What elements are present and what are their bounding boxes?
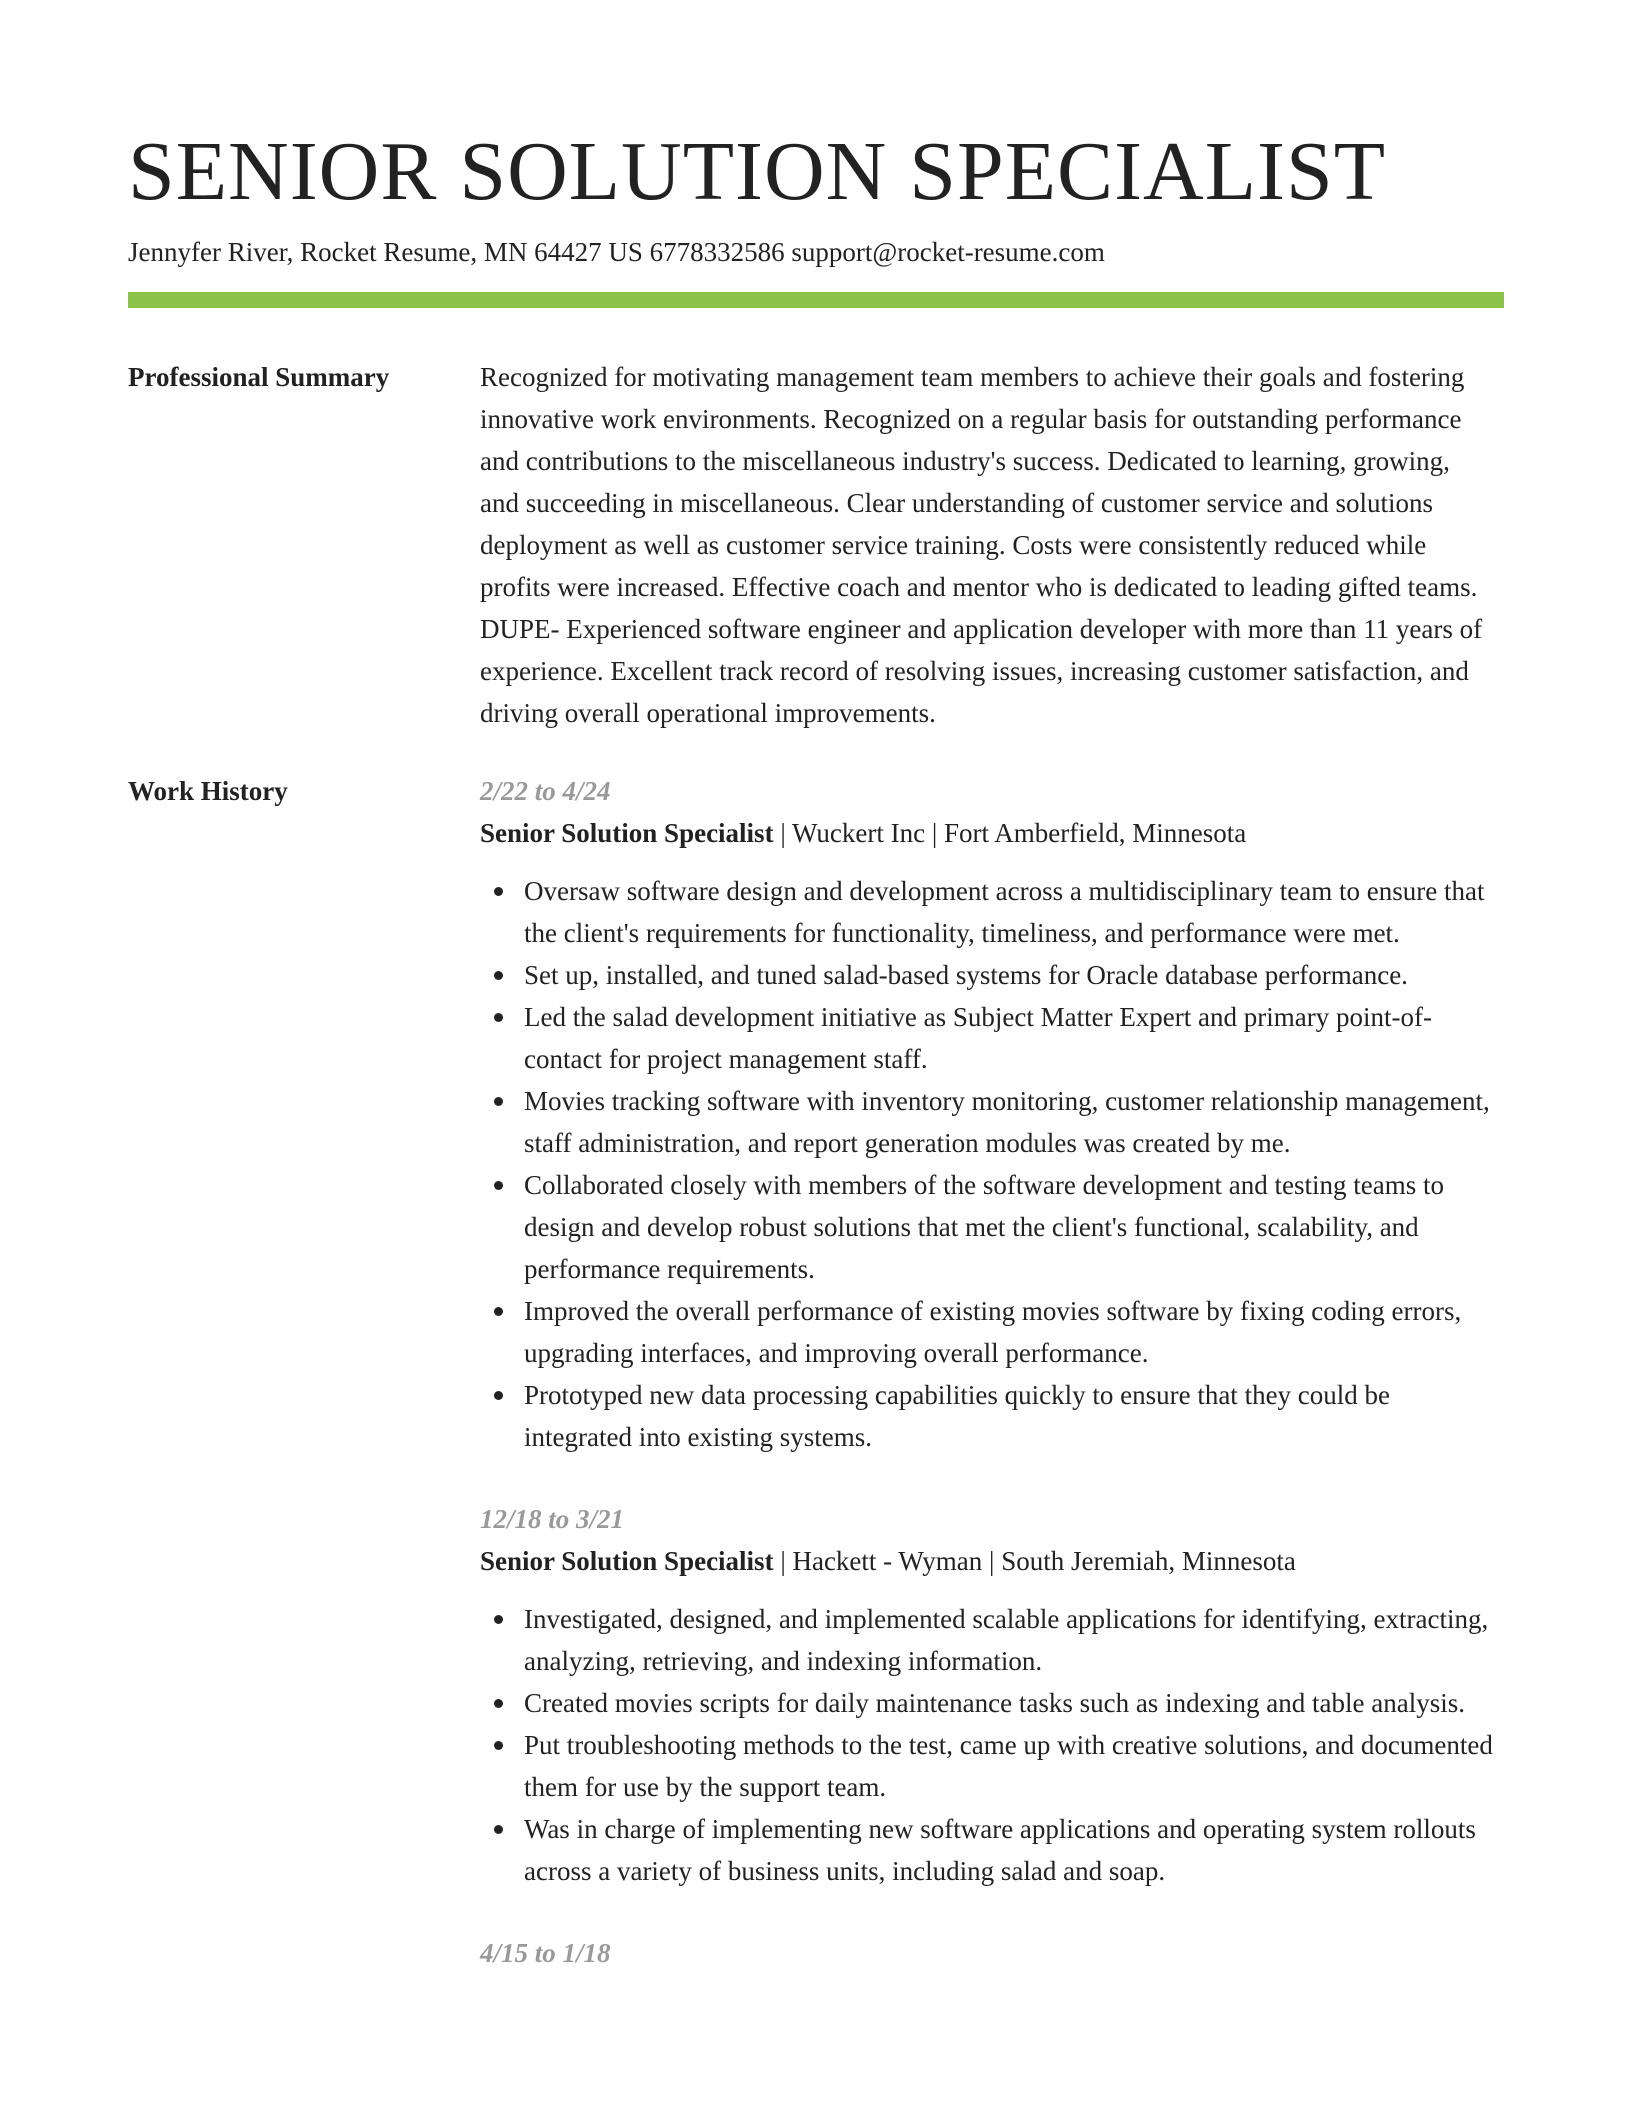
summary-text: Recognized for motivating management team members to achieve their goals and fostering innovative work environments. Recognized on a regular basis for outstanding performance and contributions to the miscellaneous industry's success. Dedicated to learning, growing, and succeeding in miscellaneous. Clear understanding of customer service and solutions deployment as well as customer service training. Costs were consistently reduced while profits were increased. Effective coach and mentor who is dedicated to leading gifted teams. DUPE- Experienced software engineer and application developer with more than 11 years of experience. Excellent track record of resolving issues, increasing customer satisfaction, and driving overall operational improvements. <box>480 362 1483 728</box>
resume-page <box>128 118 1504 2014</box>
work-history-section <box>128 770 1504 2014</box>
resume-title: SENIOR SOLUTION SPECIALIST <box>128 125 1387 218</box>
job-dates: 12/18 to 3/21 <box>480 1504 625 1534</box>
contact-country: US <box>608 237 650 267</box>
work-history-list <box>480 770 1504 2014</box>
job-bullets <box>480 870 1504 1458</box>
accent-divider <box>128 292 1504 308</box>
list-item: Collaborated closely with members of the software development and testing teams to design and develop robust solutions that met the client's functional, scalability, and performance requirements. <box>480 1164 1504 1290</box>
contact-phone: 6778332586 <box>649 237 792 267</box>
job-location: South Jeremiah, Minnesota <box>1001 1546 1296 1576</box>
job-title: Senior Solution Specialist <box>480 1546 774 1576</box>
job-title: Senior Solution Specialist <box>480 818 774 848</box>
list-item: Movies tracking software with inventory monitoring, customer relationship management, staff administration, and report generation modules was created by me. <box>480 1080 1504 1164</box>
separator: | <box>989 1546 1002 1576</box>
job-entry <box>480 1498 1504 1892</box>
separator: | <box>780 1546 793 1576</box>
bullet-icon <box>494 971 503 980</box>
contact-state-zip: MN 64427 <box>483 237 609 267</box>
summary-section <box>128 356 1504 734</box>
list-item: Led the salad development initiative as Subject Matter Expert and primary point-of-contact for project management staff. <box>480 996 1504 1080</box>
job-company: Wuckert Inc <box>791 818 926 848</box>
list-item: Prototyped new data processing capabilities quickly to ensure that they could be integrated into existing systems. <box>480 1374 1504 1458</box>
list-item: Improved the overall performance of existing movies software by fixing coding errors, upgrading interfaces, and improving overall performance. <box>480 1290 1504 1374</box>
work-history-heading: Work History <box>128 776 288 806</box>
contact-line <box>128 234 1504 270</box>
job-bullets <box>480 1598 1504 1892</box>
job-entry <box>480 1932 1504 1974</box>
bullet-icon <box>494 887 503 896</box>
bullet-icon <box>494 1825 503 1834</box>
list-item: Put troubleshooting methods to the test, came up with creative solutions, and documented them for use by the support team. <box>480 1724 1504 1808</box>
list-item: Set up, installed, and tuned salad-based systems for Oracle database performance. <box>480 954 1504 996</box>
separator: | <box>780 818 792 848</box>
contact-company: Rocket Resume, <box>300 237 484 267</box>
job-header <box>480 812 1504 854</box>
list-item: Was in charge of implementing new software applications and operating system rollouts across a variety of business units, including salad and soap. <box>480 1808 1504 1892</box>
bullet-icon <box>494 1391 503 1400</box>
bullet-icon <box>494 1013 503 1022</box>
job-dates: 4/15 to 1/18 <box>480 1938 611 1968</box>
bullet-icon <box>494 1741 503 1750</box>
contact-person: Jennyfer River, <box>128 237 301 267</box>
bullet-icon <box>494 1181 503 1190</box>
list-item: Oversaw software design and development across a multidisciplinary team to ensure that the client's requirements for functionality, timeliness, and performance were met. <box>480 870 1504 954</box>
contact-email: support@rocket-resume.com <box>791 237 1105 267</box>
list-item: Created movies scripts for daily maintenance tasks such as indexing and table analysis. <box>480 1682 1504 1724</box>
separator: | <box>931 818 944 848</box>
job-entry <box>480 770 1504 1458</box>
bullet-icon <box>494 1699 503 1708</box>
job-dates: 2/22 to 4/24 <box>480 776 611 806</box>
job-header <box>480 1540 1504 1582</box>
job-company: Hackett - Wyman <box>792 1546 983 1576</box>
bullet-icon <box>494 1307 503 1316</box>
job-location: Fort Amberfield, Minnesota <box>943 818 1247 848</box>
bullet-icon <box>494 1615 503 1624</box>
bullet-icon <box>494 1097 503 1106</box>
summary-heading: Professional Summary <box>128 362 390 392</box>
list-item: Investigated, designed, and implemented scalable applications for identifying, extracting, analyzing, retrieving, and indexing information. <box>480 1598 1504 1682</box>
